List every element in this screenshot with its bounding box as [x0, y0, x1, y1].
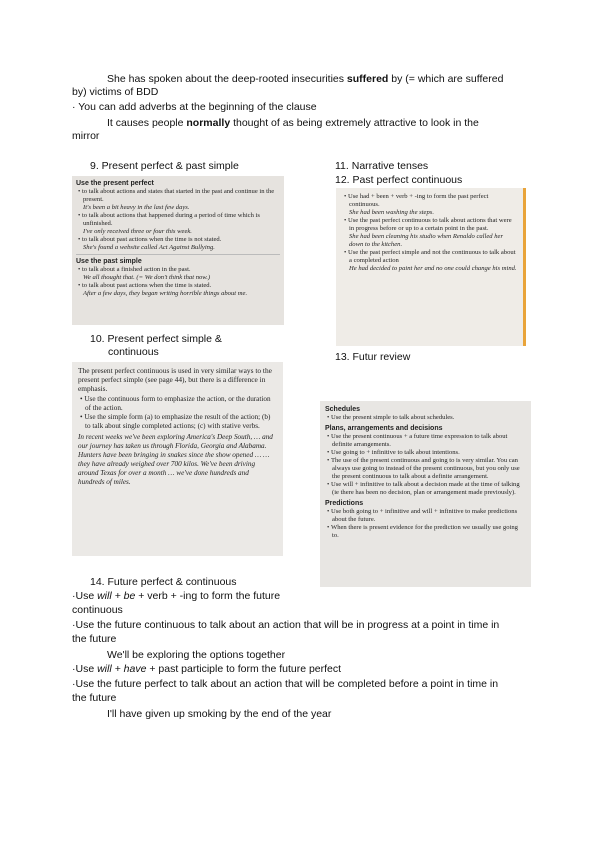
scan-heading: Plans, arrangements and decisions — [325, 425, 443, 432]
scan-rule: • Use the present simple to talk about schedules. — [325, 414, 526, 422]
scan-rule: • Use the present continuous + a future time expression to talk about definite arrangements. — [325, 433, 526, 449]
scan-future-review — [320, 401, 531, 587]
future-example-1: We'll be exploring the options together — [107, 649, 286, 661]
intro-text: thought of as being extremely attractive to look in the — [230, 117, 479, 129]
scan-rule: • Use the simple form (a) to emphasize the result of the action; (b) to talk about single completed actions; (c) with stative verbs. — [78, 413, 277, 431]
scan-rule: • Use will + infinitive to talk about a decision made at the time of talking (ie there has been no decision, plan or arrangement made previously). — [325, 481, 526, 497]
heading-14: 14. Future perfect & continuous — [90, 576, 237, 588]
scan-rule: • to talk about past actions when the time is stated. — [76, 282, 280, 290]
heading-13: 13. Futur review — [335, 351, 411, 363]
scan-rule: • Use the past perfect continuous to talk about actions that were in progress before or up to a certain point in the past. — [342, 217, 517, 233]
intro-bold: normally — [186, 117, 231, 129]
scan-example: After a few days, they began writing horrible things about me. — [83, 290, 248, 297]
future-note-7: ·Use the future perfect to talk about an action that will be completed before a point in time in — [72, 678, 499, 690]
scan-heading: Predictions — [325, 500, 364, 507]
intro-text: She has spoken about the deep-rooted insecurities — [107, 73, 347, 85]
scan-rule: • to talk about actions and states that started in the past and continue in the present. — [76, 188, 280, 204]
heading-10-line-2: continuous — [108, 346, 159, 358]
future-note-2: continuous — [72, 604, 123, 616]
scan-example: In recent weeks we've been exploring America's Deep South, … and our journey has taken us through Florida, Georgia and Alabama. Hunters have been bringing in snakes since the show opened … … they have already weighed over 700 kilos. We've been driving around Texas for over a month … we've done hundreds and hundreds of miles. — [78, 433, 273, 486]
scan-rule: • Use the continuous form to emphasize the action, or the duration of the action. — [78, 395, 277, 413]
future-note-8: the future — [72, 692, 117, 704]
scan-rule: • When there is present evidence for the prediction we usually use going to. — [325, 524, 526, 540]
scan-rule: • Use both going to + infinitive and will + infinitive to make predictions about the future. — [325, 508, 526, 524]
scan-rule: • to talk about past actions when the time is not stated. — [76, 236, 280, 244]
scan-heading: Use the present perfect — [76, 180, 154, 187]
scan-rule: • Use had + been + verb + -ing to form the past perfect continuous. — [342, 193, 517, 209]
note-italic: will + have — [97, 663, 147, 675]
scan-example: I've only received three or four this week. — [83, 228, 192, 235]
scan-example: We all thought that. (= We don't think that now.) — [83, 274, 211, 281]
scan-heading: Use the past simple — [76, 258, 142, 265]
future-note-3: ·Use the future continuous to talk about an action that will be in progress at a point in time in — [72, 619, 500, 631]
note-italic: will + be — [97, 590, 136, 602]
scan-past-perfect-continuous — [336, 188, 526, 346]
heading-12: 12. Past perfect continuous — [335, 174, 463, 186]
heading-10-line-1: 10. Present perfect simple & — [90, 333, 222, 345]
scan-intro: The present perfect continuous is used in very similar ways to the present perfect simple (see page 44), but there is a difference in emphasis. — [78, 366, 272, 393]
future-example-2: I'll have given up smoking by the end of the year — [107, 708, 332, 720]
intro-text: by (= which are suffered — [388, 73, 504, 85]
scan-example: She's found a website called Act Against Bullying. — [83, 244, 215, 251]
scan-present-perfect-past-simple — [72, 176, 284, 325]
adverb-note: · You can add adverbs at the beginning of the clause — [72, 101, 317, 113]
heading-11: 11. Narrative tenses — [335, 160, 429, 172]
note-text: + verb + -ing to form the future — [135, 590, 281, 602]
intro-line-2: by) victims of BDD — [72, 86, 159, 98]
scan-rule: • Use going to + infinitive to talk about intentions. — [325, 449, 526, 457]
scan-heading: Schedules — [325, 406, 361, 413]
future-note-6 — [72, 663, 341, 676]
intro-bold: suffered — [346, 73, 389, 85]
intro-line-3 — [107, 117, 479, 130]
scan-example: It's been a bit heavy in the last few days. — [83, 204, 190, 211]
scan-present-perfect-simple-continuous — [72, 362, 283, 556]
note-text: ·Use — [72, 663, 98, 675]
intro-line-4: mirror — [72, 130, 100, 142]
intro-text: It causes people — [107, 117, 187, 129]
scan-example: She had been washing the steps. — [349, 209, 434, 216]
scan-example: She had been cleaning his studio when Renaldo called her down to the kitchen. — [349, 233, 504, 248]
scan-rule: • to talk about actions that happened during a period of time which is unfinished. — [76, 212, 280, 228]
scan-rule: • Use the past perfect simple and not the continuous to talk about a completed action — [342, 249, 517, 265]
note-text: + past participle to form the future perfect — [146, 663, 342, 675]
scan-example: He had decided to paint her and no one could change his mind. — [349, 265, 517, 272]
future-note-4: the future — [72, 633, 117, 645]
note-text: ·Use — [72, 590, 98, 602]
future-note-1 — [72, 590, 280, 603]
scan-rule: • The use of the present continuous and going to is very similar. You can always use going to instead of the present continuous, but you only use the present continuous to talk about a definite arrangement. — [325, 457, 526, 481]
heading-9: 9. Present perfect & past simple — [90, 160, 239, 172]
scan-divider — [76, 254, 280, 255]
scan-rule: • to talk about a finished action in the past. — [76, 266, 280, 274]
intro-line-1 — [107, 73, 503, 86]
